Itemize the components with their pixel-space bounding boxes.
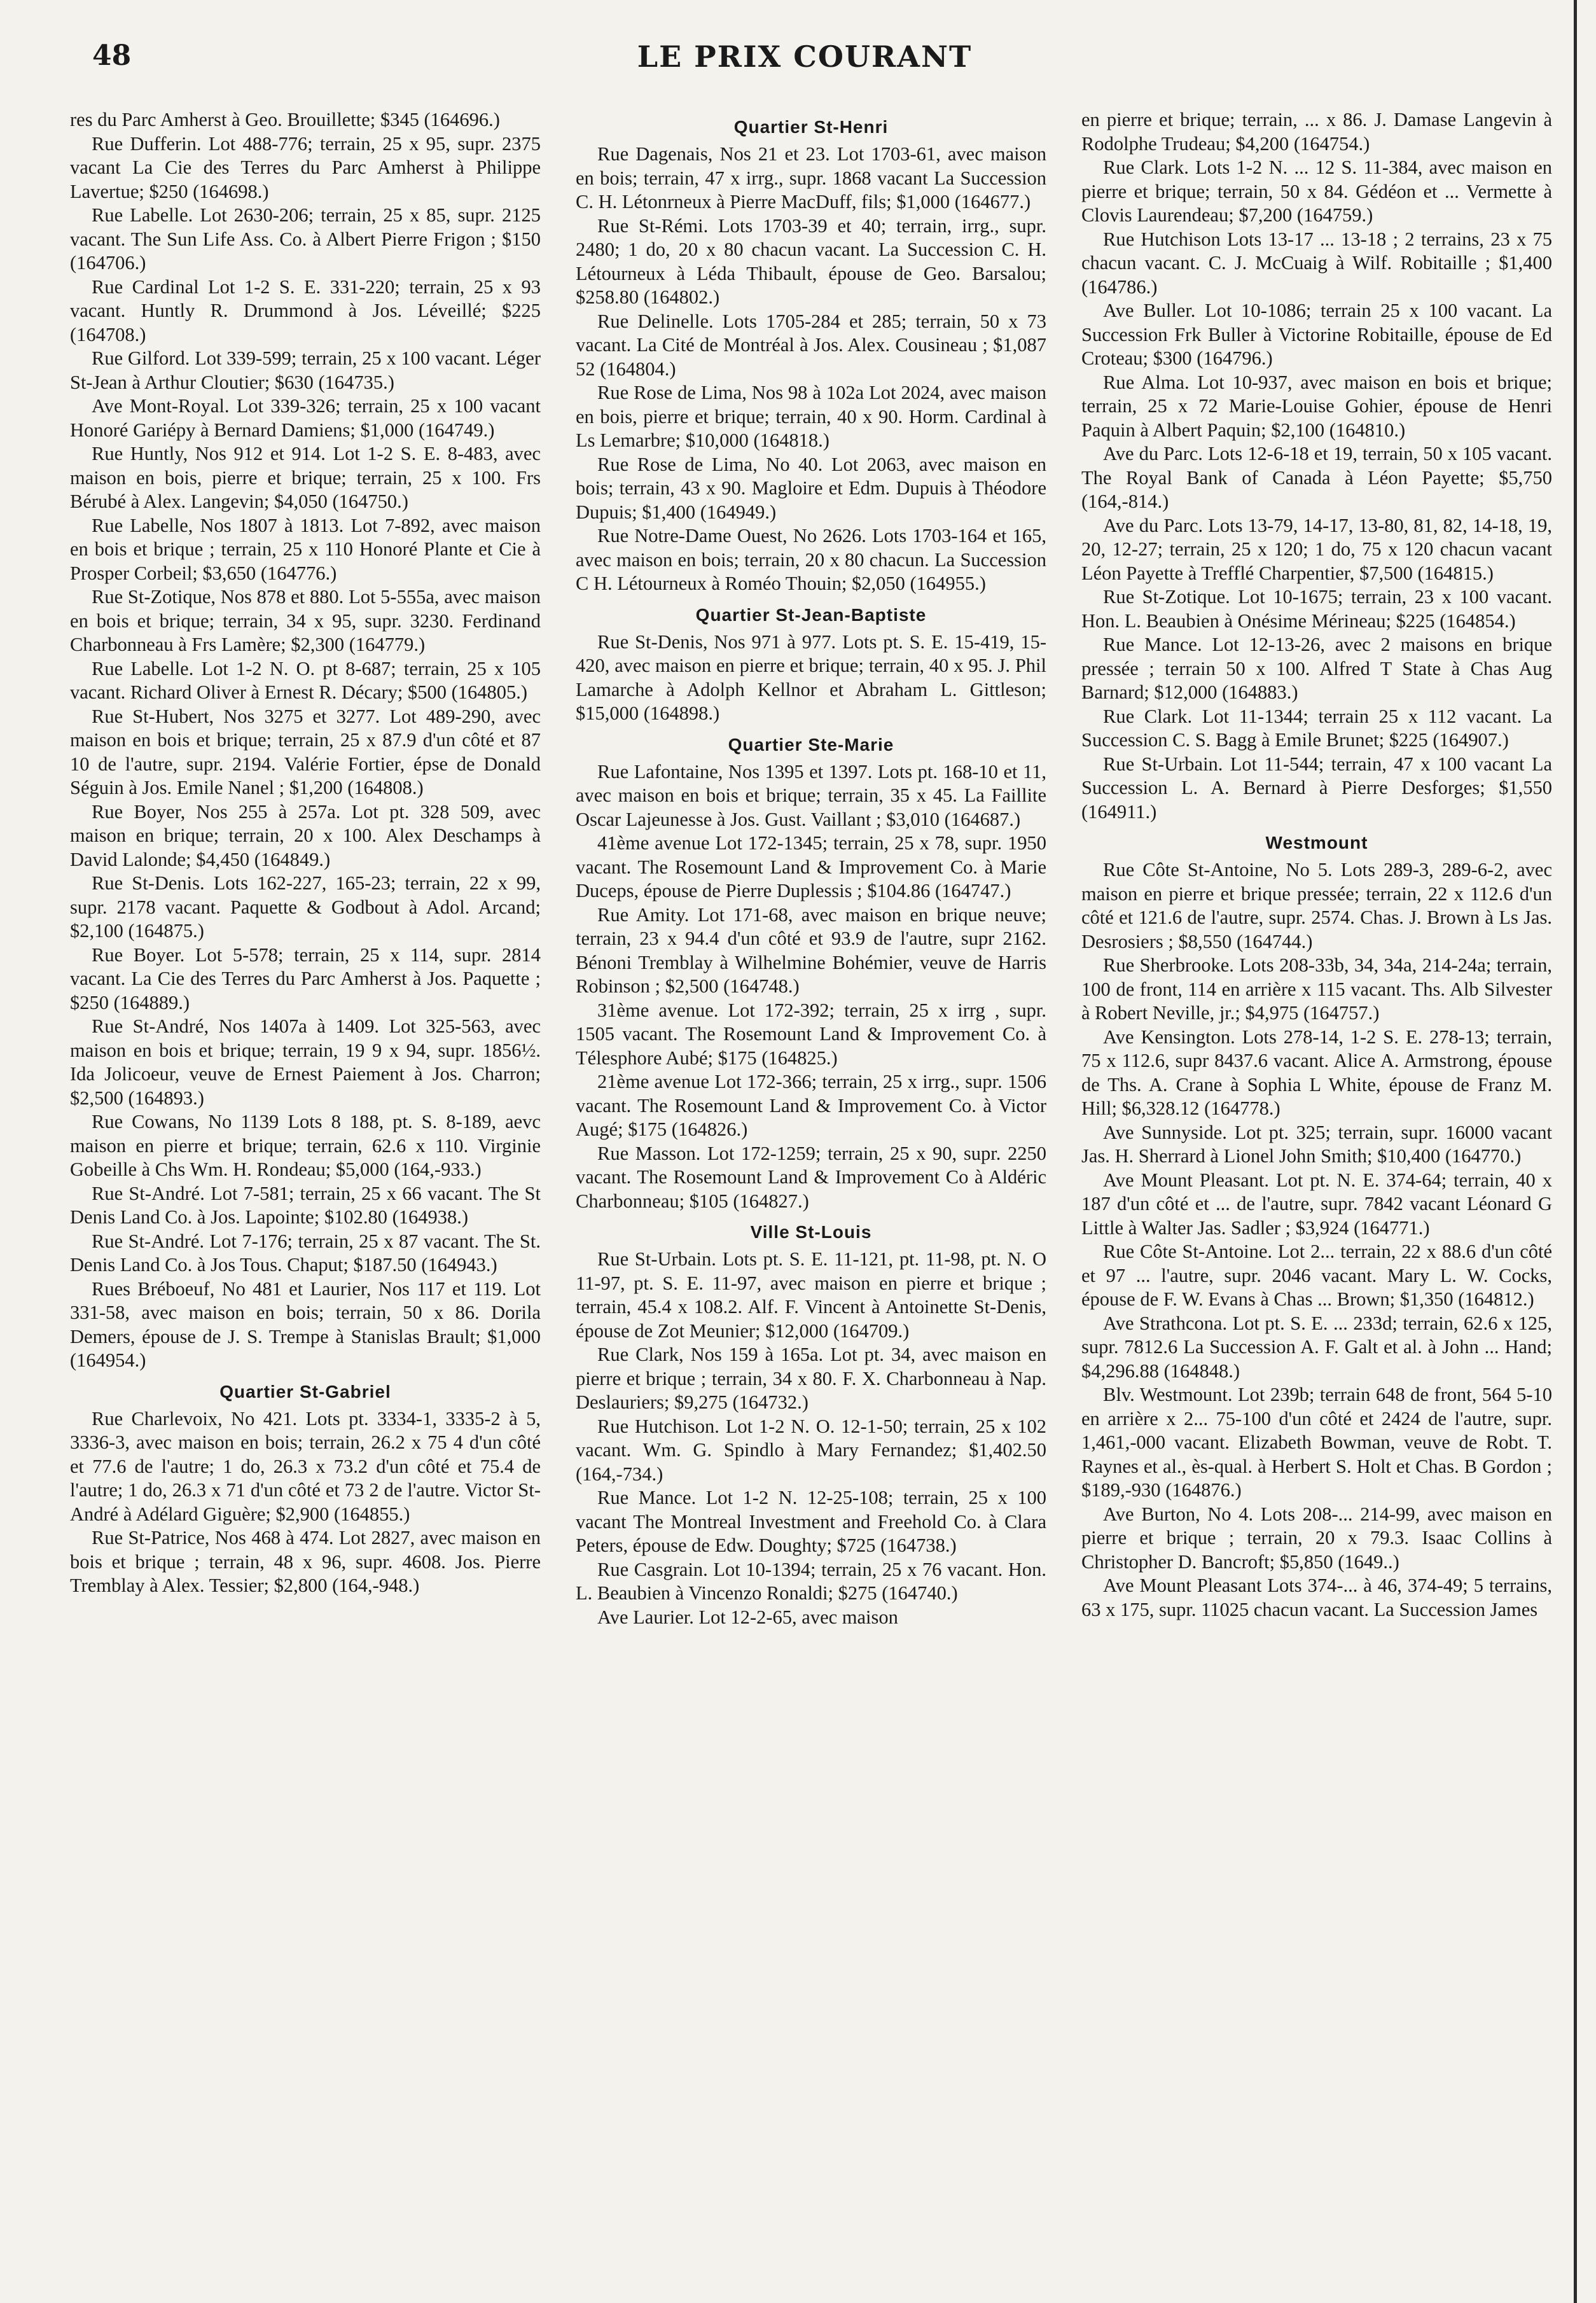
listing-entry: Blv. Westmount. Lot 239b; terrain 648 de front, 564 5-10 en arrière x 2... 75-100 d'un côté et 2424 de l'autre, supr. 1,461,-000 vacant. Elizabeth Bowman, veuve de Robt. T. Raynes et al., ès-qual. à Herbert S. Holt et Chas. B Gordon ; $189,-930 (164876.) [1081, 1384, 1552, 1501]
listing-entry: Rue Boyer. Lot 5-578; terrain, 25 x 114, supr. 2814 vacant. La Cie des Terres du Parc Amherst à Jos. Paquette ; $250 (164889.) [70, 943, 541, 1013]
listing-entry: Rue St-André. Lot 7-176; terrain, 25 x 87 vacant. The St. Denis Land Co. à Jos Tous. Chaput; $187.50 (164943.) [70, 1230, 541, 1276]
listing-entry: Rue Côte St-Antoine. Lot 2... terrain, 22 x 88.6 d'un côté et 97 ... l'autre, supr. 2046 vacant. Mary L. W. Cocks, épouse de F. W. Evans à Chas ... Brown; $1,350 (164812.) [1081, 1241, 1552, 1310]
section-heading: Quartier St-Henri [733, 117, 889, 137]
listing-entry: Ave Sunnyside. Lot pt. 325; terrain, supr. 16000 vacant Jas. H. Sherrard à Lionel John Smith; $10,400 (164770.) [1081, 1121, 1552, 1167]
listing-entry: Rue Alma. Lot 10-937, avec maison en bois et brique; terrain, 25 x 72 Marie-Louise Gohier, épouse de Henri Paquin à Albert Paquin; $2,100 (164810.) [1081, 371, 1552, 441]
listing-entry: Ave Strathcona. Lot pt. S. E. ... 233d; terrain, 62.6 x 125, supr. 7812.6 La Succession A. F. Galt et al. à John ... Hand; $4,296.88 (164848.) [1081, 1312, 1552, 1382]
section-heading: Quartier St-Gabriel [219, 1381, 391, 1402]
column-2 [576, 108, 1046, 2271]
listing-entry: Rue St-Zotique. Lot 10-1675; terrain, 23 x 100 vacant. Hon. L. Beaubien à Onésime Mérineau; $225 (164854.) [1081, 586, 1552, 632]
listing-entry: 31ème avenue. Lot 172-392; terrain, 25 x irrg , supr. 1505 vacant. The Rosemount Land & Improvement Co. à Télesphore Aubé; $175 (164825.) [576, 999, 1046, 1069]
listing-entry: Rue Hutchison Lots 13-17 ... 13-18 ; 2 terrains, 23 x 75 chacun vacant. C. J. McCuaig à Wilf. Robitaille ; $1,400 (164786.) [1081, 228, 1552, 298]
listing-entry: Rue St-Urbain. Lot 11-544; terrain, 47 x 100 vacant La Succession L. A. Bernard à Pierre Desforges; $1,550 (164911.) [1081, 753, 1552, 823]
listing-entry: Rue Cowans, No 1139 Lots 8 188, pt. S. 8-189, aevc maison en pierre et brique; terrain, 62.6 x 110. Virginie Gobeille à Chs Wm. H. Rondeau; $5,000 (164,-933.) [70, 1111, 541, 1180]
listing-entry: Rue St-Zotique, Nos 878 et 880. Lot 5-555a, avec maison en bois et brique; terrain, 34 x 95, supr. 3230. Ferdinand Charbonneau à Frs Lamère; $2,300 (164779.) [70, 586, 541, 655]
column-3 [1081, 108, 1552, 2271]
listing-entry: Ave Burton, No 4. Lots 208-... 214-99, avec maison en pierre et brique ; terrain, 20 x 79.3. Isaac Collins à Christopher D. Bancroft; $5,850 (1649..) [1081, 1503, 1552, 1573]
listing-entry: res du Parc Amherst à Geo. Brouillette; $345 (164696.) [70, 109, 500, 130]
section-heading: Westmount [1265, 833, 1368, 852]
listing-entry: Rue Notre-Dame Ouest, No 2626. Lots 1703-164 et 165, avec maison en bois; terrain, 20 x 80 chacun. La Succession C H. Létourneux à Roméo Thouin; $2,050 (164955.) [576, 525, 1046, 594]
listing-entry: Rue Delinelle. Lots 1705-284 et 285; terrain, 50 x 73 vacant. La Cité de Montréal à Jos. Alex. Cousineau ; $1,087 52 (164804.) [576, 310, 1046, 380]
listing-entry: Rue Casgrain. Lot 10-1394; terrain, 25 x 76 vacant. Hon. L. Beaubien à Vincenzo Ronaldi; $275 (164740.) [576, 1558, 1046, 1604]
listing-entry: Rue Dagenais, Nos 21 et 23. Lot 1703-61, avec maison en bois; terrain, 47 x irrg., supr. 1868 vacant La Succession C. H. Létonrneux à Pierre MacDuff, fils; $1,000 (164677.) [576, 143, 1046, 212]
listing-entry: Rue Clark. Lot 11-1344; terrain 25 x 112 vacant. La Succession C. S. Bagg à Emile Brunet; $225 (164907.) [1081, 705, 1552, 751]
listing-entry: Rue St-Denis. Lots 162-227, 165-23; terrain, 22 x 99, supr. 2178 vacant. Paquette & Godbout à Adol. Arcand; $2,100 (164875.) [70, 872, 541, 942]
section-heading: Quartier St-Jean-Baptiste [695, 604, 927, 625]
listing-entry: 41ème avenue Lot 172-1345; terrain, 25 x 78, supr. 1950 vacant. The Rosemount Land & Improvement Co. à Marie Duceps, épouse de Pierre Duplessis ; $104.86 (164747.) [576, 832, 1046, 901]
listing-entry: Ave Mount Pleasant Lots 374-... à 46, 374-49; 5 terrains, 63 x 175, supr. 11025 chacun vacant. La Succession James [1081, 1575, 1552, 1620]
listing-entry: Rue St-Urbain. Lots pt. S. E. 11-121, pt. 11-98, pt. N. O 11-97, pt. S. E. 11-97, avec maison en pierre et brique ; terrain, 45.4 x 108.2. Alf. F. Vincent à Antoinette St-Denis, épouse de Zot Meunier; $12,000 (164709.) [576, 1248, 1046, 1342]
page-edge-rule [1574, 0, 1577, 2303]
listing-entry: Rue St-Denis, Nos 971 à 977. Lots pt. S. E. 15-419, 15-420, avec maison en pierre et brique; terrain, 40 x 95. J. Phil Lamarche à Adolph Kellnor et Abraham L. Gittleson; $15,000 (164898.) [576, 630, 1046, 724]
listing-entry: Rue Amity. Lot 171-68, avec maison en brique neuve; terrain, 23 x 94.4 d'un côté et 93.9 de l'autre, supr 2162. Bénoni Tremblay à Wilhelmine Bohémier, veuve de Harris Robinson ; $2,500 (164748.) [576, 903, 1046, 997]
listing-entry: Rue Dufferin. Lot 488-776; terrain, 25 x 95, supr. 2375 vacant La Cie des Terres du Parc Amherst à Philippe Lavertue; $250 (164698.) [70, 132, 541, 202]
listing-entry: Rues Bréboeuf, No 481 et Laurier, Nos 117 et 119. Lot 331-58, avec maison en bois; terrain, 50 x 86. Dorila Demers, épouse de J. S. Trempe à Stanislas Brault; $1,000 (164954.) [70, 1277, 541, 1371]
section-heading: Quartier Ste-Marie [728, 734, 894, 755]
listing-entry: Rue Clark. Lots 1-2 N. ... 12 S. 11-384, avec maison en pierre et brique; terrain, 50 x 84. Gédéon et ... Vermette à Clovis Laurendeau; $7,200 (164759.) [1081, 157, 1552, 226]
listing-entry: Rue Rose de Lima, Nos 98 à 102a Lot 2024, avec maison en bois, pierre et brique; terrain, 40 x 90. Horm. Cardinal à Ls Lemarbre; $10,000 (164818.) [576, 382, 1046, 451]
listing-entry: Rue Sherbrooke. Lots 208-33b, 34, 34a, 214-24a; terrain, 100 de front, 114 en arrière x 115 vacant. Ths. Alb Silvester à Robert Neville, jr.; $4,975 (164757.) [1081, 954, 1552, 1024]
listing-entry: Rue Labelle. Lot 2630-206; terrain, 25 x 85, supr. 2125 vacant. The Sun Life Ass. Co. à Albert Pierre Frigon ; $150 (164706.) [70, 204, 541, 274]
listing-entry: Rue Hutchison. Lot 1-2 N. O. 12-1-50; terrain, 25 x 102 vacant. Wm. G. Spindlo à Mary Fernandez; $1,402.50 (164,-734.) [576, 1415, 1046, 1485]
listing-entry: Rue Huntly, Nos 912 et 914. Lot 1-2 S. E. 8-483, avec maison en bois, pierre et brique; terrain, 25 x 100. Frs Bérubé à Alex. Langevin; $4,050 (164750.) [70, 443, 541, 512]
page-header [92, 39, 1517, 84]
listing-entry: Ave Kensington. Lots 278-14, 1-2 S. E. 278-13; terrain, 75 x 112.6, supr 8437.6 vacant. Alice A. Armstrong, épouse de Ths. A. Crane à Sophia L White, épouse de Franz M. Hill; $6,328.12 (164778.) [1081, 1026, 1552, 1119]
listing-entry: Rue Labelle, Nos 1807 à 1813. Lot 7-892, avec maison en bois et brique ; terrain, 25 x 110 Honoré Plante et Cie à Prosper Corbeil; $3,650 (164776.) [70, 514, 541, 584]
listing-entry: Rue Masson. Lot 172-1259; terrain, 25 x 90, supr. 2250 vacant. The Rosemount Land & Improvement Co à Aldéric Charbonneau; $105 (164827.) [576, 1142, 1046, 1212]
listing-entry: Ave du Parc. Lots 13-79, 14-17, 13-80, 81, 82, 14-18, 19, 20, 12-27; terrain, 25 x 120; 1 do, 75 x 120 chacun vacant Léon Payette à Trefflé Charpentier, $7,500 (164815.) [1081, 514, 1552, 584]
listing-entry: Rue Clark, Nos 159 à 165a. Lot pt. 34, avec maison en pierre et brique ; terrain, 34 x 80. F. X. Charbonneau à Nap. Deslauriers; $9,275 (164732.) [576, 1344, 1046, 1413]
listing-entry: Rue Rose de Lima, No 40. Lot 2063, avec maison en bois; terrain, 43 x 90. Magloire et Edm. Dupuis à Théodore Dupuis; $1,400 (164949.) [576, 453, 1046, 523]
page-number: 48 [92, 39, 132, 72]
listing-entry: Rue St-Patrice, Nos 468 à 474. Lot 2827, avec maison en bois et brique ; terrain, 48 x 96, supr. 4608. Jos. Pierre Tremblay à Alex. Tessier; $2,800 (164,-948.) [70, 1527, 541, 1596]
page-title: LE PRIX COURANT [637, 39, 973, 74]
listing-entry: en pierre et brique; terrain, ... x 86. J. Damase Langevin à Rodolphe Trudeau; $4,200 (164754.) [1081, 109, 1552, 155]
listing-entry: Ave Laurier. Lot 12-2-65, avec maison [597, 1606, 898, 1628]
listing-entry: Rue St-Rémi. Lots 1703-39 et 40; terrain, irrg., supr. 2480; 1 do, 20 x 80 chacun vacant. La Succession C. H. Létourneux à Léda Thibault, épouse de Geo. Barsalou; $258.80 (164802.) [576, 214, 1046, 308]
listing-entry: 21ème avenue Lot 172-366; terrain, 25 x irrg., supr. 1506 vacant. The Rosemount Land & Improvement Co. à Victor Augé; $175 (164826.) [576, 1071, 1046, 1140]
listing-entry: Rue St-André. Lot 7-581; terrain, 25 x 66 vacant. The St Denis Land Co. à Jos. Lapointe; $102.80 (164938.) [70, 1182, 541, 1228]
listing-entry: Rue Lafontaine, Nos 1395 et 1397. Lots pt. 168-10 et 11, avec maison en bois et brique; terrain, 35 x 45. La Faillite Oscar Lajeunesse à Jos. Gust. Vaillant ; $3,010 (164687.) [576, 760, 1046, 830]
listing-entry: Rue Mance. Lot 12-13-26, avec 2 maisons en brique pressée ; terrain 50 x 100. Alfred T State à Chas Aug Barnard; $12,000 (164883.) [1081, 634, 1552, 703]
listing-entry: Rue Labelle. Lot 1-2 N. O. pt 8-687; terrain, 25 x 105 vacant. Richard Oliver à Ernest R. Décary; $500 (164805.) [70, 657, 541, 703]
listing-entry: Rue Mance. Lot 1-2 N. 12-25-108; terrain, 25 x 100 vacant The Montreal Investment and Freehold Co. à Clara Peters, épouse de Edw. Doughty; $725 (164738.) [576, 1487, 1046, 1556]
column-1 [70, 108, 541, 2271]
listing-entry: Rue Côte St-Antoine, No 5. Lots 289-3, 289-6-2, avec maison en pierre et brique pressée; terrain, 22 x 112.6 d'un côté et 121.6 de l'autre, supr. 2574. Chas. J. Brown à Ls Jas. Desrosiers ; $8,550 (164744.) [1081, 859, 1552, 952]
listing-entry: Rue St-André, Nos 1407a à 1409. Lot 325-563, avec maison en bois et brique; terrain, 19 9 x 94, supr. 1856½. Ida Jolicoeur, veuve de Ernest Paiement à Jos. Charron; $2,500 (164893.) [70, 1015, 541, 1109]
listing-entry: Ave Mount Pleasant. Lot pt. N. E. 374-64; terrain, 40 x 187 d'un côté et ... de l'autre, supr. 7842 vacant Léonard G Little à Walter Jas. Sadler ; $3,924 (164771.) [1081, 1169, 1552, 1239]
listing-entry: Ave Mont-Royal. Lot 339-326; terrain, 25 x 100 vacant Honoré Gariépy à Bernard Damiens; $1,000 (164749.) [70, 395, 541, 441]
listing-entry: Rue St-Hubert, Nos 3275 et 3277. Lot 489-290, avec maison en bois et brique; terrain, 25 x 87.9 d'un côté et 87 10 de l'autre, supr. 2194. Valérie Fortier, épse de Donald Séguin à Jos. Emile Nanel ; $1,200 (164808.) [70, 705, 541, 798]
listing-entry: Rue Gilford. Lot 339-599; terrain, 25 x 100 vacant. Léger St-Jean à Arthur Cloutier; $630 (164735.) [70, 347, 541, 393]
article-columns [70, 108, 1552, 2271]
listing-entry: Rue Boyer, Nos 255 à 257a. Lot pt. 328 509, avec maison en brique; terrain, 20 x 100. Alex Deschamps à David Lalonde; $4,450 (164849.) [70, 800, 541, 870]
listing-entry: Rue Charlevoix, No 421. Lots pt. 3334-1, 3335-2 à 5, 3336-3, avec maison en bois; terrain, 26.2 x 75 4 d'un côté et 77.6 de l'autre; 1 do, 26.3 x 73.2 d'un côté et 75.4 de l'autre; 1 do, 26.3 x 71 d'un côté et 73 2 de l'autre. Victor St-André à Adélard Giguère; $2,900 (164855.) [70, 1407, 541, 1525]
listing-entry: Ave Buller. Lot 10-1086; terrain 25 x 100 vacant. La Succession Frk Buller à Victorine Robitaille, épouse de Ed Croteau; $300 (164796.) [1081, 300, 1552, 369]
listing-entry: Ave du Parc. Lots 12-6-18 et 19, terrain, 50 x 105 vacant. The Royal Bank of Canada à Léon Payette; $5,750 (164,-814.) [1081, 443, 1552, 512]
section-heading: Ville St-Louis [750, 1222, 872, 1242]
listing-entry: Rue Cardinal Lot 1-2 S. E. 331-220; terrain, 25 x 93 vacant. Huntly R. Drummond à Jos. Léveillé; $225 (164708.) [70, 275, 541, 345]
